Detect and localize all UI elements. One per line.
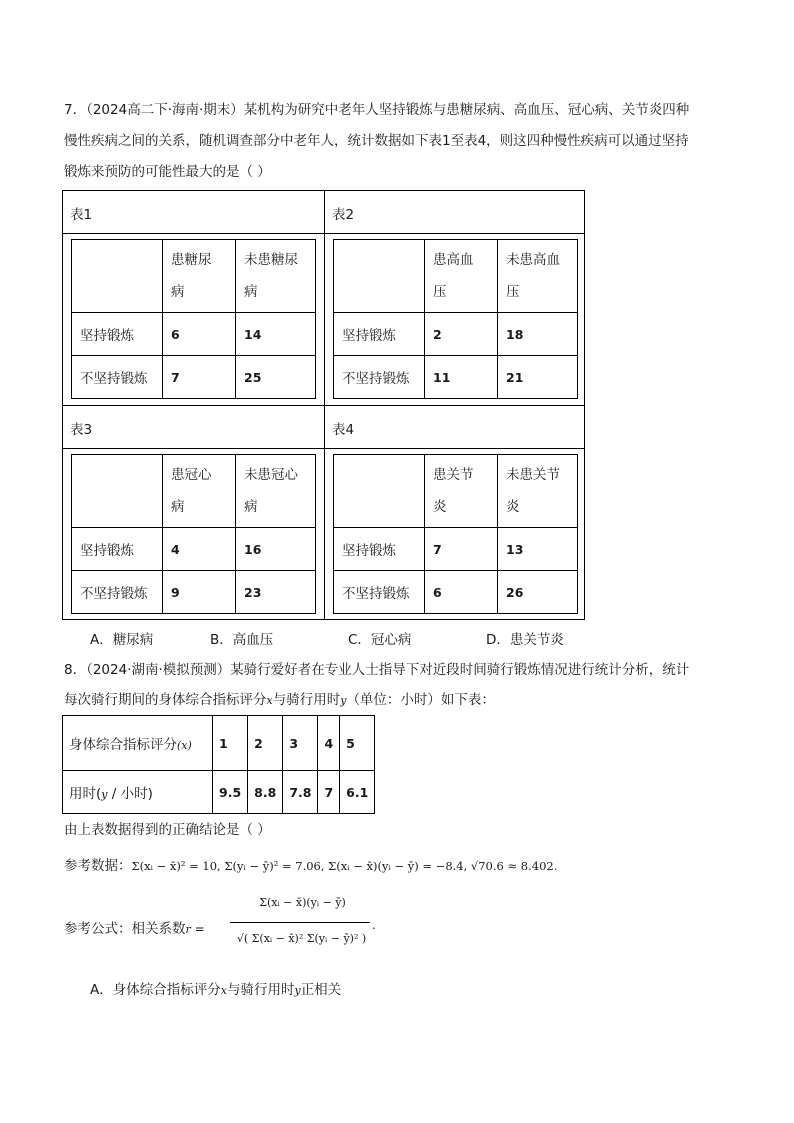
table-caption: 表2 [332,207,355,223]
formula-denominator: √( Σ(xᵢ − x̄)² Σ(yᵢ − ȳ)² ) [236,932,367,945]
cell-value: 8.8 [248,771,283,814]
cell-value: 11 [425,356,498,399]
q7-stem-line2: 慢性疾病之间的关系，随机调查部分中老年人，统计数据如下表1至表4，则这四种慢性疾病可以通过坚持 [64,133,689,149]
cell-value: 5 [340,716,375,771]
row-label: 不坚持锻炼 [334,571,425,614]
var-x: x [266,694,273,707]
col-header: 未患糖尿 病 [236,240,316,313]
contingency-table-4 [333,454,578,614]
cell-value: 4 [163,528,236,571]
fraction-bar [230,922,370,923]
cell-value: 7 [163,356,236,399]
q8-option-a[interactable]: A．身体综合指标评分x与骑行用时y正相关 [90,982,342,998]
empty-cell [334,240,425,313]
outer-divider [63,233,584,234]
col-header: 患冠心 病 [163,455,236,528]
q8-data-table [62,715,375,814]
q8-stem-line1: 8．（2024·湖南·模拟预测）某骑行爱好者在专业人士指导下对近段时间骑行锻炼情况进行统计分析，统计 [64,662,690,678]
q7-outer-table [62,190,585,620]
q7-stem-line3: 锻炼来预防的可能性最大的是（ ） [64,164,271,180]
table-caption: 表4 [332,422,355,438]
table-caption: 表1 [70,207,93,223]
cell-value: 3 [283,716,318,771]
col-header: 患糖尿 病 [163,240,236,313]
row-label: 不坚持锻炼 [72,571,163,614]
q8-stem-line2: 每次骑行期间的身体综合指标评分x与骑行用时y（单位：小时）如下表： [64,692,495,708]
row-label: 坚持锻炼 [72,528,163,571]
outer-divider [63,405,584,406]
reference-data-formula: Σ(xᵢ − x̄)² = 10, Σ(yᵢ − ȳ)² = 7.06, Σ(xᵢ − x̄)(yᵢ − ȳ) = −8.4, √70.6 ≈ 8.402. [131,859,558,873]
outer-divider [63,448,584,449]
col-header: 未患冠心 病 [236,455,316,528]
row-label: 身体综合指标评分(x) [63,716,213,771]
col-header: 未患关节 炎 [498,455,578,528]
cell-value: 6 [425,571,498,614]
cell-value: 23 [236,571,316,614]
q8-reference-data: 参考数据：Σ(xᵢ − x̄)² = 10, Σ(yᵢ − ȳ)² = 7.06, Σ(xᵢ − x̄)(yᵢ − ȳ) = −8.4, √70.6 ≈ 8.402. [64,858,558,874]
cell-value: 9.5 [213,771,248,814]
cell-value: 7 [318,771,340,814]
cell-value: 26 [498,571,578,614]
empty-cell [334,455,425,528]
q7-stem-line1: 7．（2024高二下·海南·期末）某机构为研究中老年人坚持锻炼与患糖尿病、高血压、冠心病、关节炎四种 [64,102,690,118]
cell-value: 7.8 [283,771,318,814]
formula-numerator: Σ(xᵢ − x̄)(yᵢ − ȳ) [259,896,346,909]
contingency-table-3 [71,454,316,614]
row-label: 坚持锻炼 [334,528,425,571]
contingency-table-1 [71,239,316,399]
formula-period: . [372,918,376,932]
cell-value: 9 [163,571,236,614]
contingency-table-2 [333,239,578,399]
row-label: 坚持锻炼 [334,313,425,356]
cell-value: 6 [163,313,236,356]
empty-cell [72,455,163,528]
q8-question: 由上表数据得到的正确结论是（ ） [64,822,271,838]
cell-value: 2 [248,716,283,771]
cell-value: 13 [498,528,578,571]
row-label: 用时(y / 小时) [63,771,213,814]
col-header: 患关节 炎 [425,455,498,528]
cell-value: 14 [236,313,316,356]
q7-option-b[interactable]: B．高血压 [210,632,274,648]
cell-value: 2 [425,313,498,356]
cell-value: 4 [318,716,340,771]
table-caption: 表3 [70,422,93,438]
q8-reference-formula-label: 参考公式：相关系数r = [64,921,205,937]
row-label: 不坚持锻炼 [72,356,163,399]
var-y: y [340,694,347,707]
cell-value: 6.1 [340,771,375,814]
cell-value: 1 [213,716,248,771]
cell-value: 18 [498,313,578,356]
cell-value: 25 [236,356,316,399]
cell-value: 7 [425,528,498,571]
cell-value: 21 [498,356,578,399]
col-header: 患高血 压 [425,240,498,313]
q7-option-c[interactable]: C．冠心病 [348,632,412,648]
col-header: 未患高血 压 [498,240,578,313]
cell-value: 16 [236,528,316,571]
row-label: 不坚持锻炼 [334,356,425,399]
q7-option-d[interactable]: D．患关节炎 [486,632,564,648]
empty-cell [72,240,163,313]
q7-option-a[interactable]: A．糖尿病 [90,632,154,648]
row-label: 坚持锻炼 [72,313,163,356]
